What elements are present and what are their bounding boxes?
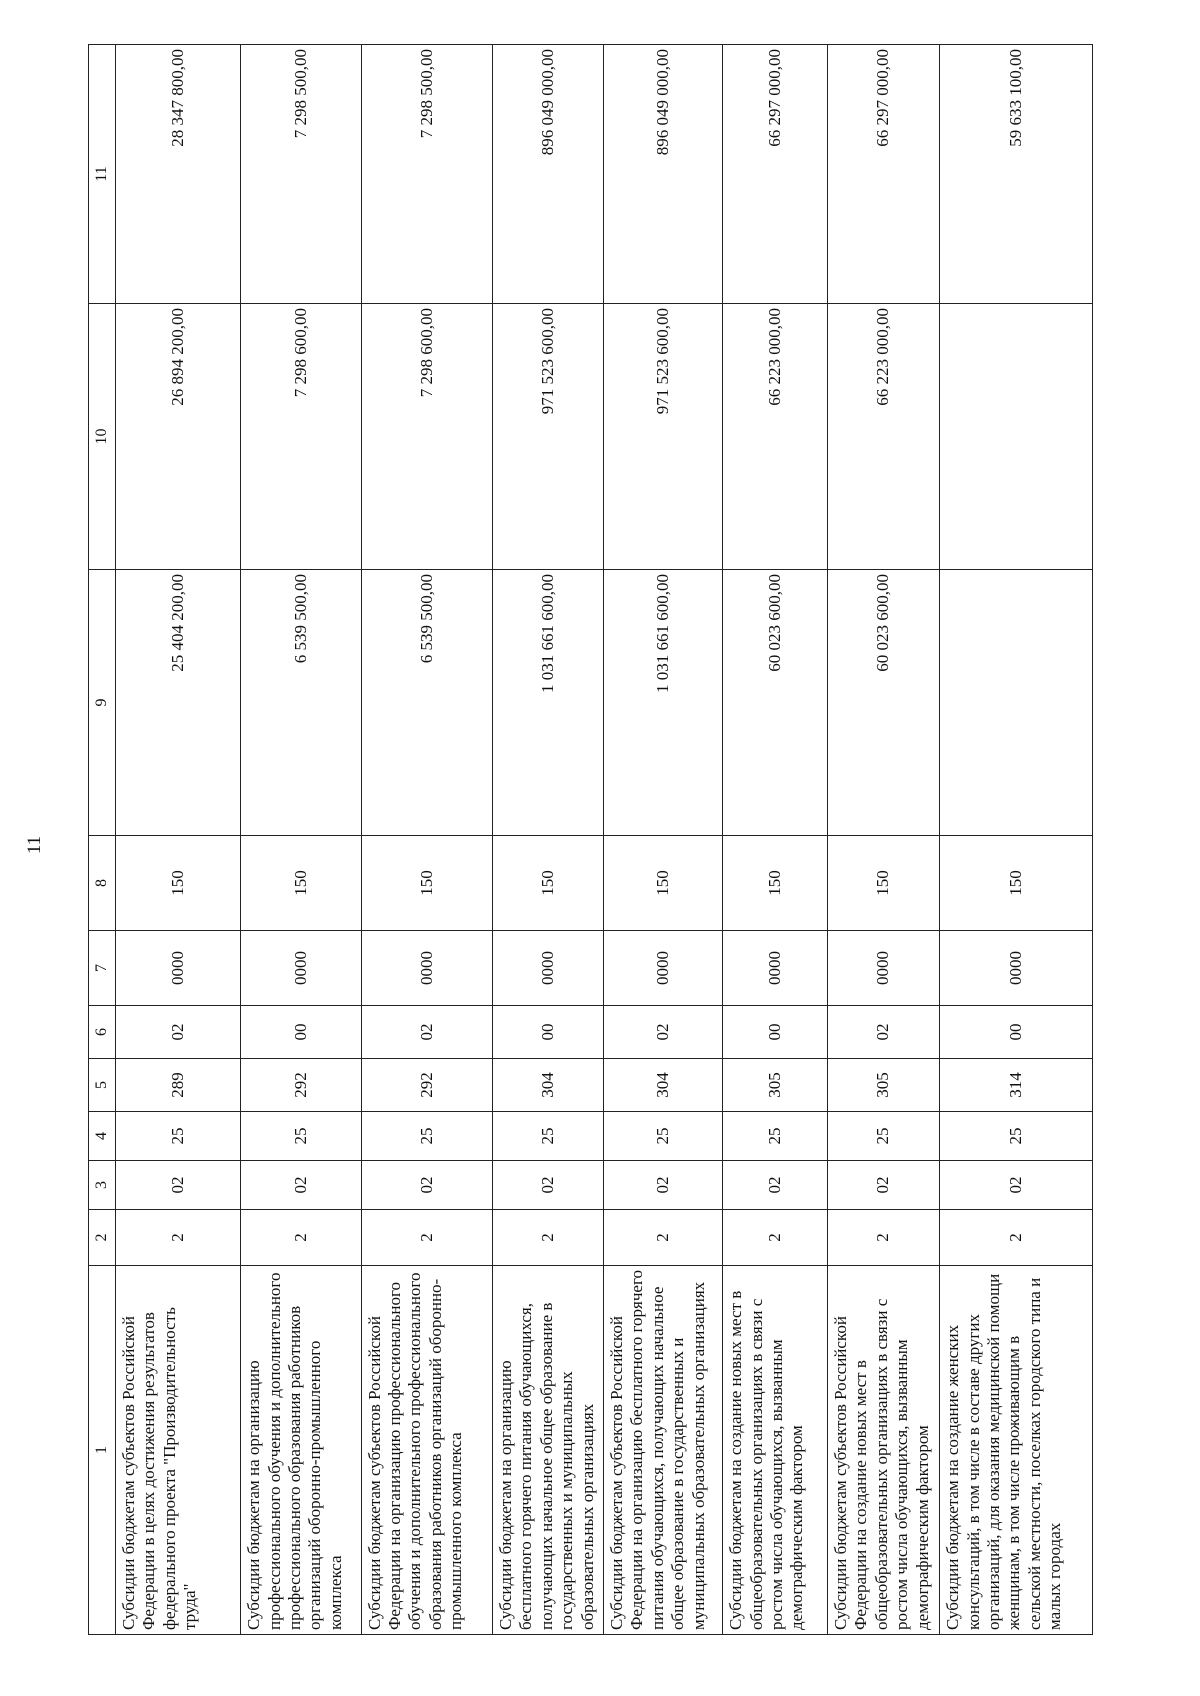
code-cell: 02 bbox=[116, 1161, 241, 1210]
amount-cell: 60 023 600,00 bbox=[723, 570, 828, 836]
code-cell: 2 bbox=[492, 1210, 603, 1266]
amount-cell: 6 539 500,00 bbox=[241, 570, 361, 836]
amount-cell: 26 894 200,00 bbox=[116, 304, 241, 570]
code-cell: 0000 bbox=[603, 931, 722, 1006]
amount-cell: 59 633 100,00 bbox=[940, 45, 1093, 304]
amount-cell: 66 297 000,00 bbox=[828, 45, 940, 304]
description-cell: Субсидии бюджетам на организацию бесплатного горячего питания обучающихся, получающих начальное общее образование в государственных и муниципальных образовательных организациях bbox=[492, 1266, 603, 1635]
description-cell: Субсидии бюджетам на создание женских консультаций, в том числе в составе других организаций, для оказания медицинской помощи женщинам, в том числе проживающим в сельской местности, поселках городского типа и малых городах bbox=[940, 1266, 1093, 1635]
table-row bbox=[116, 45, 241, 1635]
table-row bbox=[723, 45, 828, 1635]
table-body bbox=[116, 45, 1093, 1635]
code-cell: 150 bbox=[361, 836, 492, 931]
code-cell: 304 bbox=[603, 1059, 722, 1112]
amount-cell: 66 297 000,00 bbox=[723, 45, 828, 304]
page-number: 11 bbox=[24, 835, 45, 855]
amount-cell: 1 031 661 600,00 bbox=[603, 570, 722, 836]
header-cell: 10 bbox=[89, 304, 116, 570]
amount-cell: 7 298 600,00 bbox=[241, 304, 361, 570]
code-cell: 292 bbox=[361, 1059, 492, 1112]
code-cell: 02 bbox=[492, 1161, 603, 1210]
code-cell: 25 bbox=[492, 1112, 603, 1161]
code-cell: 02 bbox=[603, 1006, 722, 1059]
code-cell: 25 bbox=[241, 1112, 361, 1161]
header-cell: 7 bbox=[89, 931, 116, 1006]
table-row bbox=[361, 45, 492, 1635]
code-cell: 00 bbox=[723, 1006, 828, 1059]
rotated-table-wrapper bbox=[88, 45, 1093, 1635]
header-cell: 5 bbox=[89, 1059, 116, 1112]
code-cell: 25 bbox=[723, 1112, 828, 1161]
code-cell: 2 bbox=[603, 1210, 722, 1266]
header-cell: 4 bbox=[89, 1112, 116, 1161]
code-cell: 00 bbox=[940, 1006, 1093, 1059]
code-cell: 150 bbox=[603, 836, 722, 931]
table-row bbox=[241, 45, 361, 1635]
code-cell: 150 bbox=[828, 836, 940, 931]
code-cell: 150 bbox=[492, 836, 603, 931]
code-cell: 150 bbox=[241, 836, 361, 931]
code-cell: 02 bbox=[940, 1161, 1093, 1210]
amount-cell: 6 539 500,00 bbox=[361, 570, 492, 836]
code-cell: 00 bbox=[241, 1006, 361, 1059]
amount-cell: 25 404 200,00 bbox=[116, 570, 241, 836]
code-cell: 0000 bbox=[492, 931, 603, 1006]
code-cell: 0000 bbox=[241, 931, 361, 1006]
code-cell: 292 bbox=[241, 1059, 361, 1112]
code-cell: 02 bbox=[361, 1006, 492, 1059]
table-header bbox=[89, 45, 116, 1635]
code-cell: 0000 bbox=[116, 931, 241, 1006]
code-cell: 02 bbox=[723, 1161, 828, 1210]
code-cell: 305 bbox=[828, 1059, 940, 1112]
code-cell: 289 bbox=[116, 1059, 241, 1112]
table-row bbox=[828, 45, 940, 1635]
header-cell: 3 bbox=[89, 1161, 116, 1210]
header-cell: 6 bbox=[89, 1006, 116, 1059]
header-cell: 1 bbox=[89, 1266, 116, 1635]
code-cell: 02 bbox=[828, 1006, 940, 1059]
amount-cell: 66 223 000,00 bbox=[828, 304, 940, 570]
code-cell: 25 bbox=[828, 1112, 940, 1161]
code-cell: 02 bbox=[116, 1006, 241, 1059]
budget-table bbox=[88, 44, 1093, 1635]
description-cell: Субсидии бюджетам на создание новых мест в общеобразовательных организациях в связи с ростом числа обучающихся, вызванным демографическим фактором bbox=[723, 1266, 828, 1635]
amount-cell: 60 023 600,00 bbox=[828, 570, 940, 836]
code-cell: 0000 bbox=[361, 931, 492, 1006]
code-cell: 02 bbox=[361, 1161, 492, 1210]
amount-cell: 896 049 000,00 bbox=[603, 45, 722, 304]
amount-cell: 7 298 500,00 bbox=[361, 45, 492, 304]
code-cell: 314 bbox=[940, 1059, 1093, 1112]
code-cell: 25 bbox=[940, 1112, 1093, 1161]
code-cell: 2 bbox=[361, 1210, 492, 1266]
table-row bbox=[603, 45, 722, 1635]
amount-cell: 28 347 800,00 bbox=[116, 45, 241, 304]
amount-cell: 896 049 000,00 bbox=[492, 45, 603, 304]
code-cell: 2 bbox=[116, 1210, 241, 1266]
amount-cell bbox=[940, 570, 1093, 836]
code-cell: 02 bbox=[828, 1161, 940, 1210]
amount-cell: 7 298 500,00 bbox=[241, 45, 361, 304]
description-cell: Субсидии бюджетам субъектов Российской Федерации на создание новых мест в общеобразовательных организациях в связи с ростом числа обучающихся, вызванным демографическим фактором bbox=[828, 1266, 940, 1635]
header-cell: 9 bbox=[89, 570, 116, 836]
code-cell: 304 bbox=[492, 1059, 603, 1112]
amount-cell: 1 031 661 600,00 bbox=[492, 570, 603, 836]
code-cell: 0000 bbox=[940, 931, 1093, 1006]
description-cell: Субсидии бюджетам субъектов Российской Федерации в целях достижения результатов федерального проекта "Производительность труда" bbox=[116, 1266, 241, 1635]
code-cell: 25 bbox=[603, 1112, 722, 1161]
code-cell: 2 bbox=[828, 1210, 940, 1266]
code-cell: 150 bbox=[116, 836, 241, 931]
table-row bbox=[492, 45, 603, 1635]
description-cell: Субсидии бюджетам субъектов Российской Федерации на организацию профессионального обучения и дополнительного профессионального образования работников организаций оборонно-промышленного комплекса bbox=[361, 1266, 492, 1635]
code-cell: 0000 bbox=[723, 931, 828, 1006]
code-cell: 0000 bbox=[828, 931, 940, 1006]
header-cell: 2 bbox=[89, 1210, 116, 1266]
code-cell: 150 bbox=[940, 836, 1093, 931]
code-cell: 25 bbox=[361, 1112, 492, 1161]
amount-cell: 971 523 600,00 bbox=[603, 304, 722, 570]
amount-cell: 971 523 600,00 bbox=[492, 304, 603, 570]
code-cell: 2 bbox=[241, 1210, 361, 1266]
header-cell: 8 bbox=[89, 836, 116, 931]
amount-cell: 7 298 600,00 bbox=[361, 304, 492, 570]
amount-cell bbox=[940, 304, 1093, 570]
code-cell: 00 bbox=[492, 1006, 603, 1059]
code-cell: 305 bbox=[723, 1059, 828, 1112]
code-cell: 2 bbox=[940, 1210, 1093, 1266]
code-cell: 02 bbox=[603, 1161, 722, 1210]
amount-cell: 66 223 000,00 bbox=[723, 304, 828, 570]
table-row bbox=[940, 45, 1093, 1635]
description-cell: Субсидии бюджетам субъектов Российской Федерации на организацию бесплатного горячего питания обучающихся, получающих начальное общее образование в государственных и муниципальных образовательных организациях bbox=[603, 1266, 722, 1635]
description-cell: Субсидии бюджетам на организацию профессионального обучения и дополнительного профессионального образования работников организаций оборонно-промышленного комплекса bbox=[241, 1266, 361, 1635]
code-cell: 2 bbox=[723, 1210, 828, 1266]
code-cell: 02 bbox=[241, 1161, 361, 1210]
code-cell: 25 bbox=[116, 1112, 241, 1161]
header-cell: 11 bbox=[89, 45, 116, 304]
code-cell: 150 bbox=[723, 836, 828, 931]
